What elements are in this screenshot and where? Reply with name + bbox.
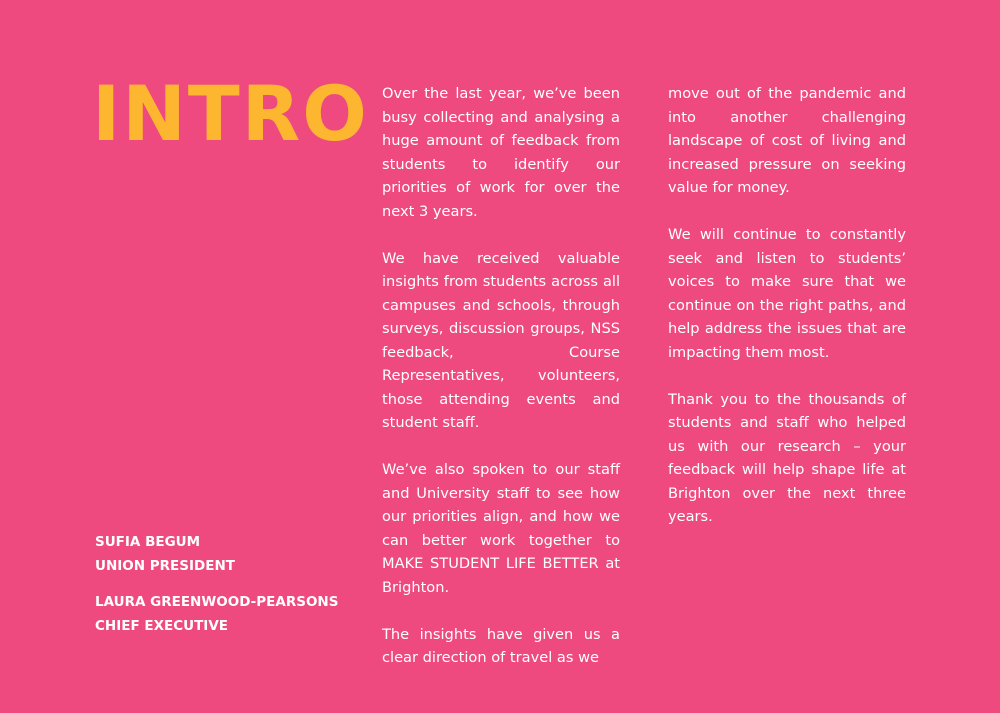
signatures [95,530,355,650]
body-column-2 [668,82,906,552]
paragraph: We’ve also spoken to our staff and University staff to see how our priorities align, and how we can better work together to MAKE STUDENT LIFE BETTER at Brighton. [382,461,620,596]
signature-president [95,530,355,578]
paragraph: move out of the pandemic and into another challenging landscape of cost of living and increased pressure on seeking value for money. [668,85,906,196]
signature-role: UNION PRESIDENT [95,558,235,574]
signature-role: CHIEF EXECUTIVE [95,618,228,634]
signature-chief-executive [95,590,355,638]
paragraph: We have received valuable insights from students across all campuses and schools, through surveys, discussion groups, NSS feedback, Course Representatives, volunteers, those attending events and student staff. [382,249,620,431]
paragraph: The insights have given us a clear direction of travel as we [382,625,620,666]
paragraph: Thank you to the thousands of students and staff who helped us with our research – your feedback will help shape life at Brighton over the next three years. [668,390,906,525]
paragraph: We will continue to constantly seek and listen to students’ voices to make sure that we continue on the right paths, and help address the issues that are impacting them most. [668,226,906,361]
paragraph: Over the last year, we’ve been busy collecting and analysing a huge amount of feedback from students to identify our priorities of work for over the next 3 years. [382,85,620,220]
page-title: INTRO [92,69,369,158]
signature-name: LAURA GREENWOOD-PEARSONS [95,594,339,610]
signature-name: SUFIA BEGUM [95,534,201,550]
body-column-1 [382,82,620,693]
